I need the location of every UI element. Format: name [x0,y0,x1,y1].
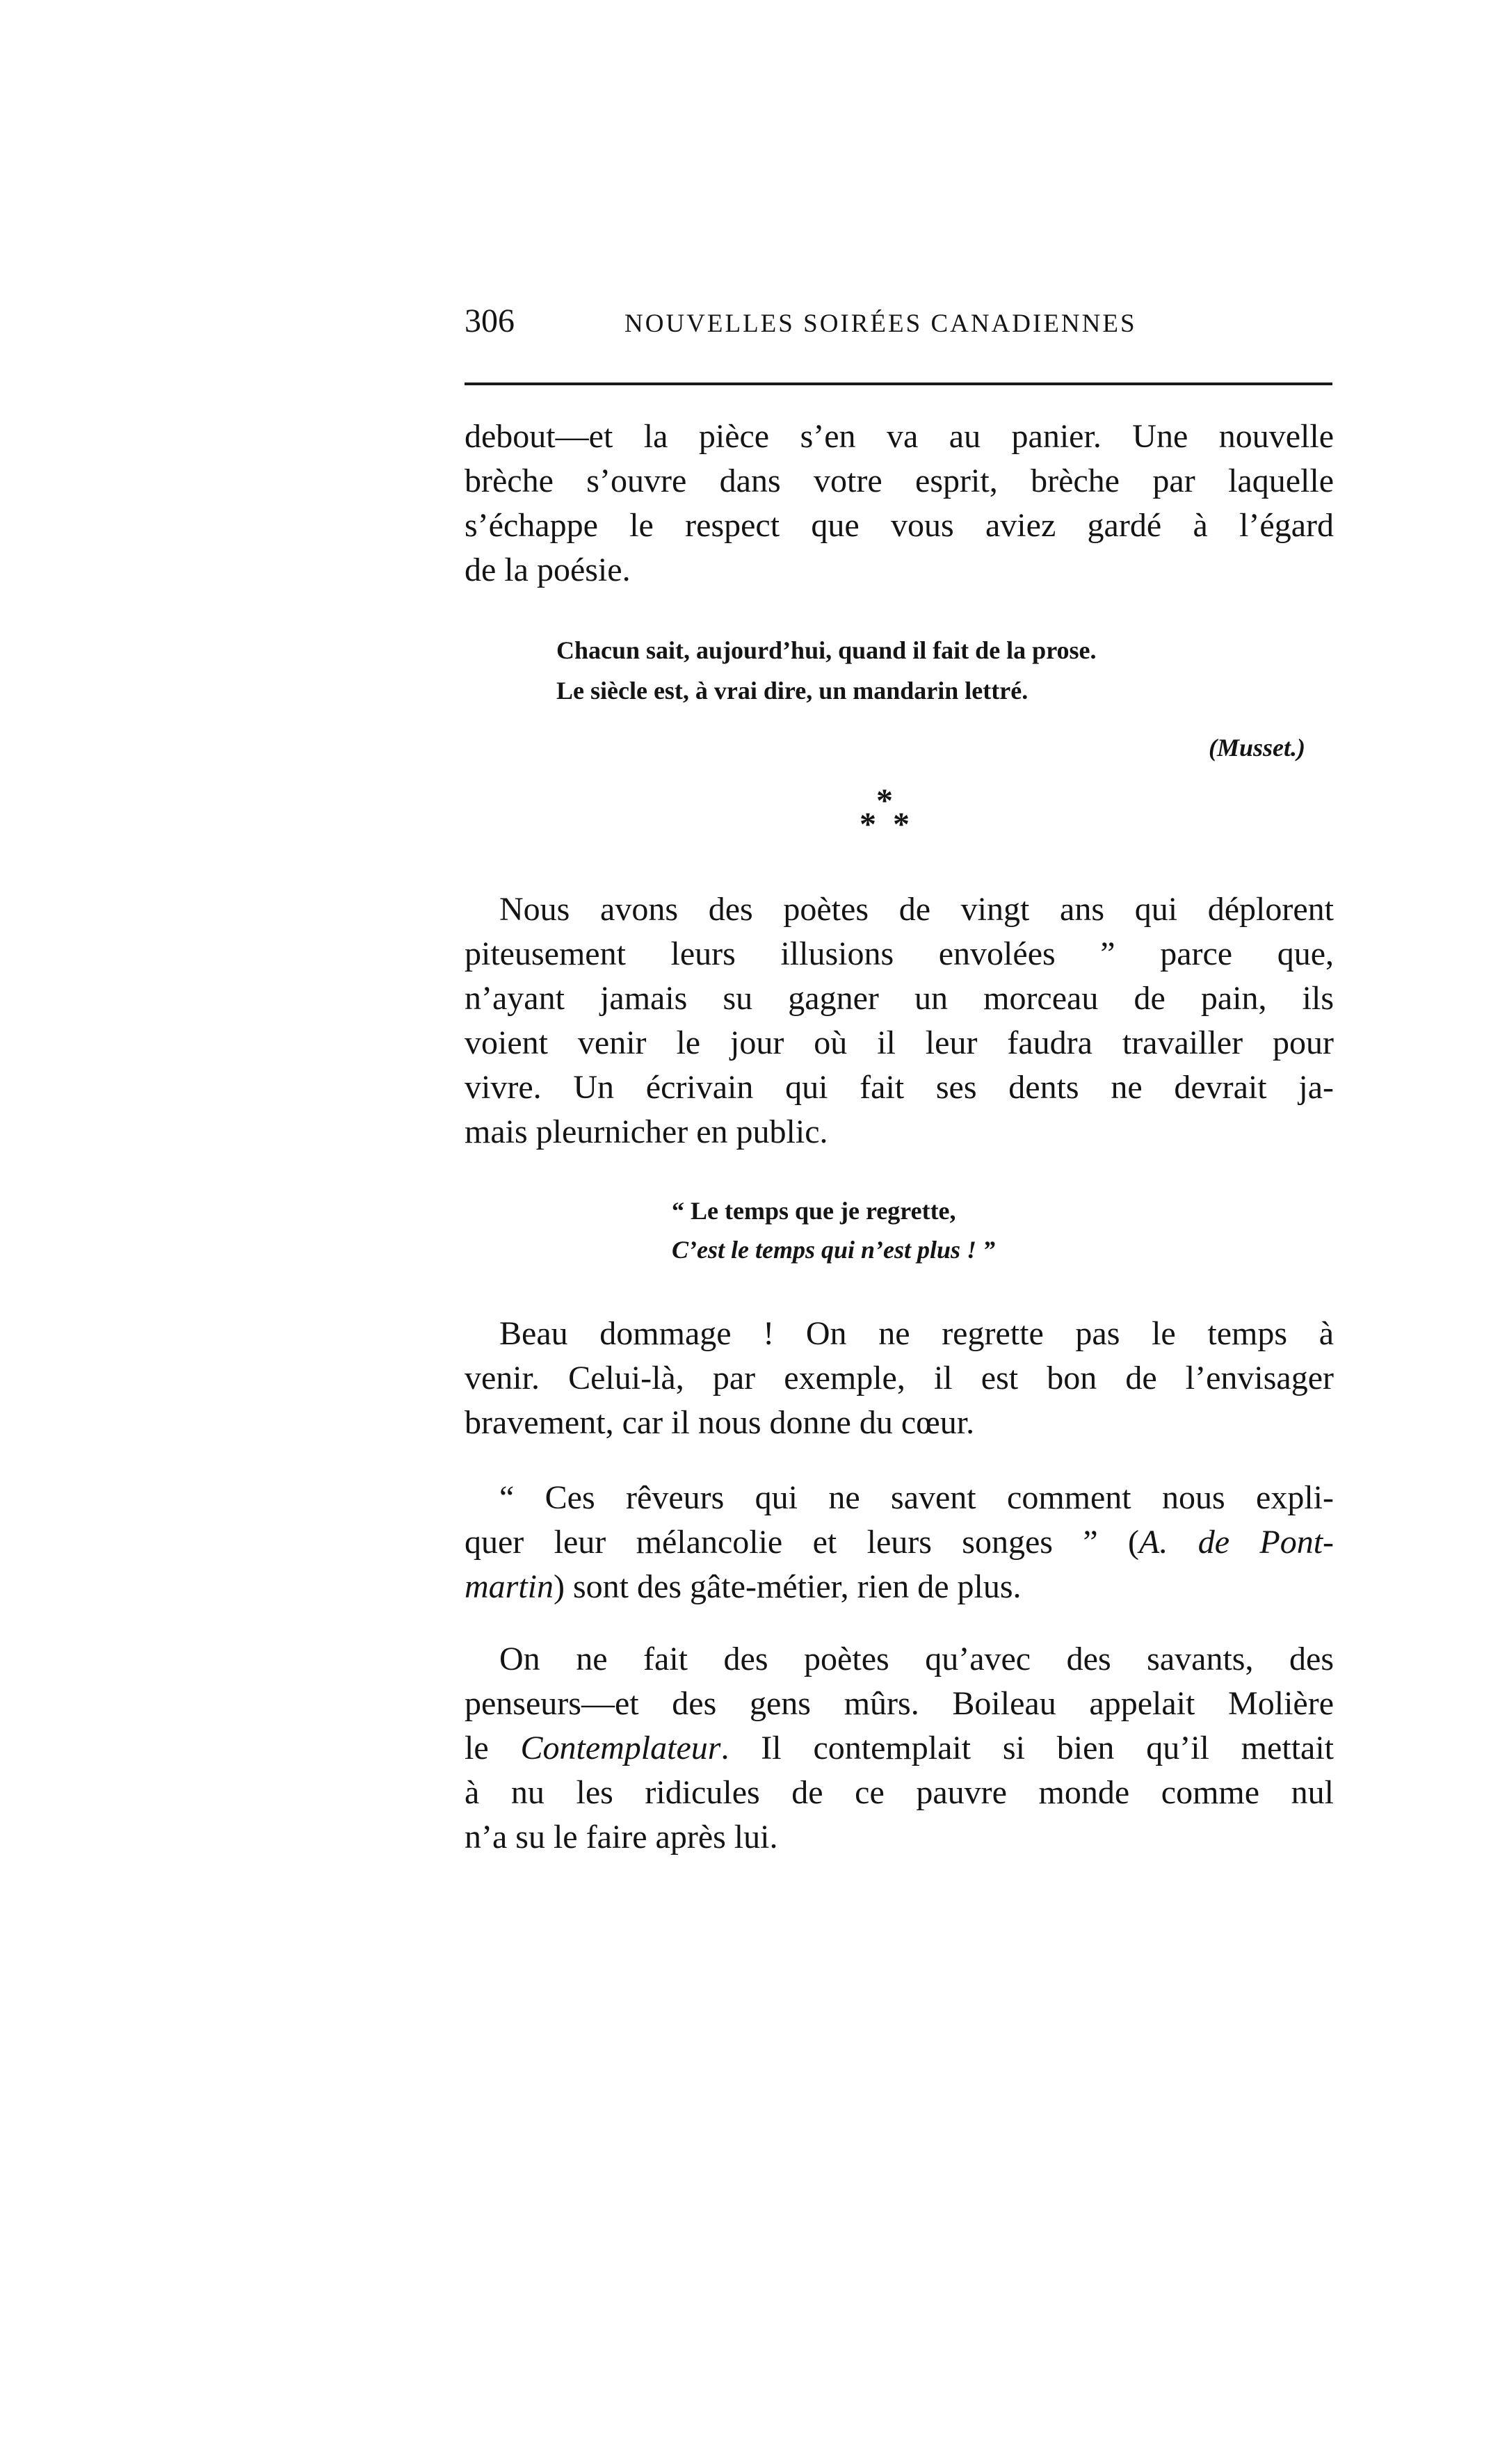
text-run: ) sont des gâte-métier, rien de plus. [554,1568,1022,1605]
verse-line: Le siècle est, à vrai dire, un mandarin lettré. [556,677,1029,704]
page-number: 306 [465,303,515,339]
asterisk-top: * [876,782,893,819]
paragraph-2 [465,887,1334,1154]
text-run: quer leur mélancolie et leurs songes ” ( [465,1524,1139,1561]
text-line: “ Ces rêveurs qui ne savent comment nous expli- [499,1479,1334,1516]
text-run: . Il contemplait si bien qu’il mettait [720,1730,1334,1766]
text-line: bravement, car il nous donne du cœur. [465,1404,975,1441]
text-line: à nu les ridicules de ce pauvre monde comme nul [465,1774,1334,1811]
text-line [465,1520,1334,1565]
text-line: venir. Celui-là, par exemple, il est bon de l’envisager [465,1360,1334,1396]
author-name: martin [465,1568,554,1605]
text-line: Beau dommage ! On ne regrette pas le temps à [499,1315,1334,1352]
running-title: NOUVELLES SOIRÉES CANADIENNES [624,309,1137,338]
text-line: piteusement leurs illusions envolées ” parce que, [465,935,1334,972]
verse-line: “ Le temps que je regrette, [672,1197,956,1225]
emphasis: Contemplateur [520,1730,721,1766]
author-name: A. de Pont- [1139,1524,1334,1561]
paragraph-4 [465,1476,1334,1609]
text-line: vivre. Un écrivain qui fait ses dents ne devrait ja- [465,1069,1334,1106]
text-line: debout—et la pièce s’en va au panier. Une nouvelle [465,418,1334,455]
paragraph-5 [465,1637,1334,1860]
text-line: brèche s’ouvre dans votre esprit, brèche par laquelle [465,462,1334,499]
text-line: n’a su le faire après lui. [465,1819,778,1855]
verse-line: Chacun sait, aujourd’hui, quand il fait de la prose. [556,636,1097,664]
section-asterism [846,782,929,851]
text-run: le [465,1730,521,1766]
header-rule [465,383,1332,385]
text-line: penseurs—et des gens mûrs. Boileau appelait Molière [465,1685,1334,1722]
text-line: n’ayant jamais su gagner un morceau de pain, ils [465,980,1334,1017]
text-line: mais pleurnicher en public. [465,1113,828,1150]
text-line [465,1726,1334,1771]
asterisk-right: * [893,806,910,843]
paragraph-3 [465,1312,1334,1445]
quote-attribution: (Musset.) [1209,734,1306,762]
verse-line: C’est le temps qui n’est plus ! ” [672,1236,996,1264]
text-line [465,1565,1334,1609]
paragraph-1 [465,414,1334,593]
asterisk-left: * [860,806,876,843]
text-line: voient venir le jour où il leur faudra travailler pour [465,1024,1334,1061]
text-line: On ne fait des poètes qu’avec des savants, des [499,1641,1334,1677]
text-line: Nous avons des poètes de vingt ans qui déplorent [499,891,1334,928]
text-line: de la poésie. [465,551,631,588]
text-line: s’échappe le respect que vous aviez gardé à l’égard [465,507,1334,544]
page-header [465,300,1334,342]
